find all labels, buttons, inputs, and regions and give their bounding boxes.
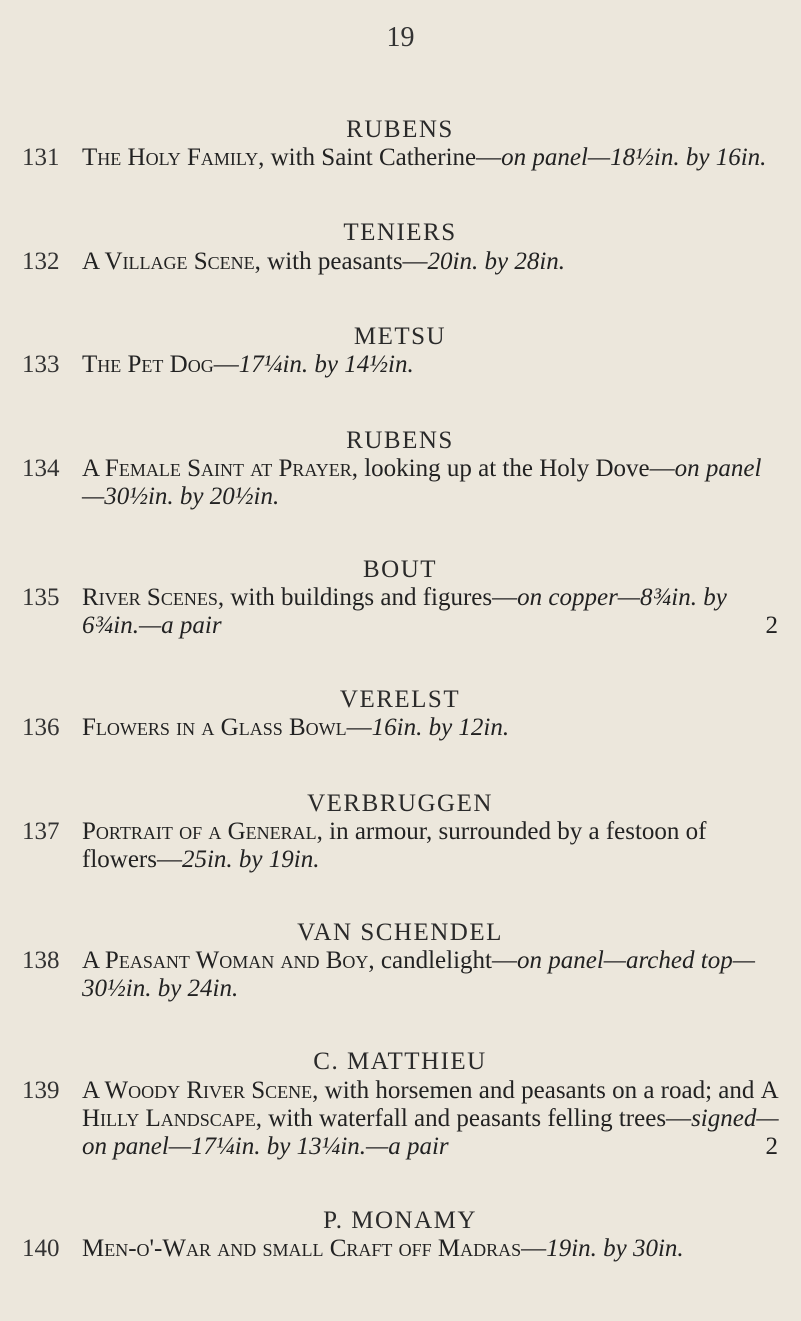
lot-medium: on copper—8¾in. by 6¾in.—a pair [82,584,727,639]
lot-description [82,714,782,742]
lot-medium: 20in. by 28in. [427,248,566,275]
artist-name: VAN SCHENDEL [297,919,503,946]
lot-description [82,1077,782,1161]
artist-name: VERELST [339,686,461,713]
lot-number: 131 [22,144,60,171]
artist-name: RUBENS [346,427,454,454]
lot-number: 136 [22,714,60,741]
lot-description [82,818,782,874]
lot-number: 137 [22,818,60,845]
lot-number: 132 [22,248,60,275]
artist-name: VERBRUGGEN [307,790,493,817]
lot-detail: looking up at the Holy Dove— [357,455,675,482]
artist-name: TENIERS [343,219,457,246]
lot-medium: on panel—arched top—30½in. by 24in. [82,947,755,1002]
lot-quantity: 2 [765,1133,778,1160]
lot-title: River Scenes, [82,584,225,611]
lot-title: Men-o'-War and small Craft off Madras— [82,1235,547,1262]
lot-medium: signed—on panel—17¼in. by 13¼in.—a pair [82,1105,779,1160]
lot-title-second: A Hilly Landscape, [82,1077,778,1132]
artist-name: BOUT [362,556,438,583]
lot-title: The Holy Family, [82,144,265,171]
lot-number: 138 [22,947,60,974]
artist-name: C. MATTHIEU [313,1048,487,1075]
lot-title: A Woody River Scene, [82,1077,319,1104]
lot-detail: with buildings and figures— [224,584,518,611]
lot-title: A Village Scene, [82,248,261,275]
lot-title: Flowers in a Glass Bowl— [82,714,372,741]
artist-name: RUBENS [346,116,454,143]
lot-quantity: 2 [765,612,778,639]
lot-description [82,455,782,511]
lot-number: 133 [22,351,60,378]
lot-medium: on panel—30½in. by 20½in. [82,455,762,510]
lot-number: 139 [22,1077,60,1104]
lot-description [82,1235,782,1263]
lot-medium: 16in. by 12in. [371,714,510,741]
lot-detail: with horsemen and peasants on a road; and [318,1077,761,1104]
lot-title: A Female Saint at Prayer, [82,455,358,482]
lot-description [82,584,782,640]
page-number: 19 [386,22,415,53]
lot-description [82,144,782,172]
lot-number: 135 [22,584,60,611]
lot-title: A Peasant Woman and Boy, [82,947,375,974]
lot-title: The Pet Dog— [82,351,239,378]
lot-description [82,351,782,379]
lot-detail: candlelight— [374,947,517,974]
lot-number: 134 [22,455,60,482]
lot-detail-second: with waterfall and peasants felling trees— [262,1105,692,1132]
lot-detail: with Saint Catherine— [264,144,502,171]
lot-medium: 19in. by 30in. [546,1235,684,1262]
artist-name: METSU [353,323,447,350]
lot-medium: 25in. by 19in. [181,846,320,873]
lot-detail: in armour, surrounded by a festoon of flowers— [82,818,707,873]
lot-detail: with peasants— [260,248,428,275]
lot-medium: 17¼in. by 14½in. [238,351,414,378]
artist-name: P. MONAMY [323,1207,477,1234]
lot-number: 140 [22,1235,60,1262]
lot-description [82,947,782,1003]
lot-description [82,248,782,276]
lot-title: Portrait of a General, [82,818,323,845]
lot-medium: on panel—18½in. by 16in. [501,144,767,171]
